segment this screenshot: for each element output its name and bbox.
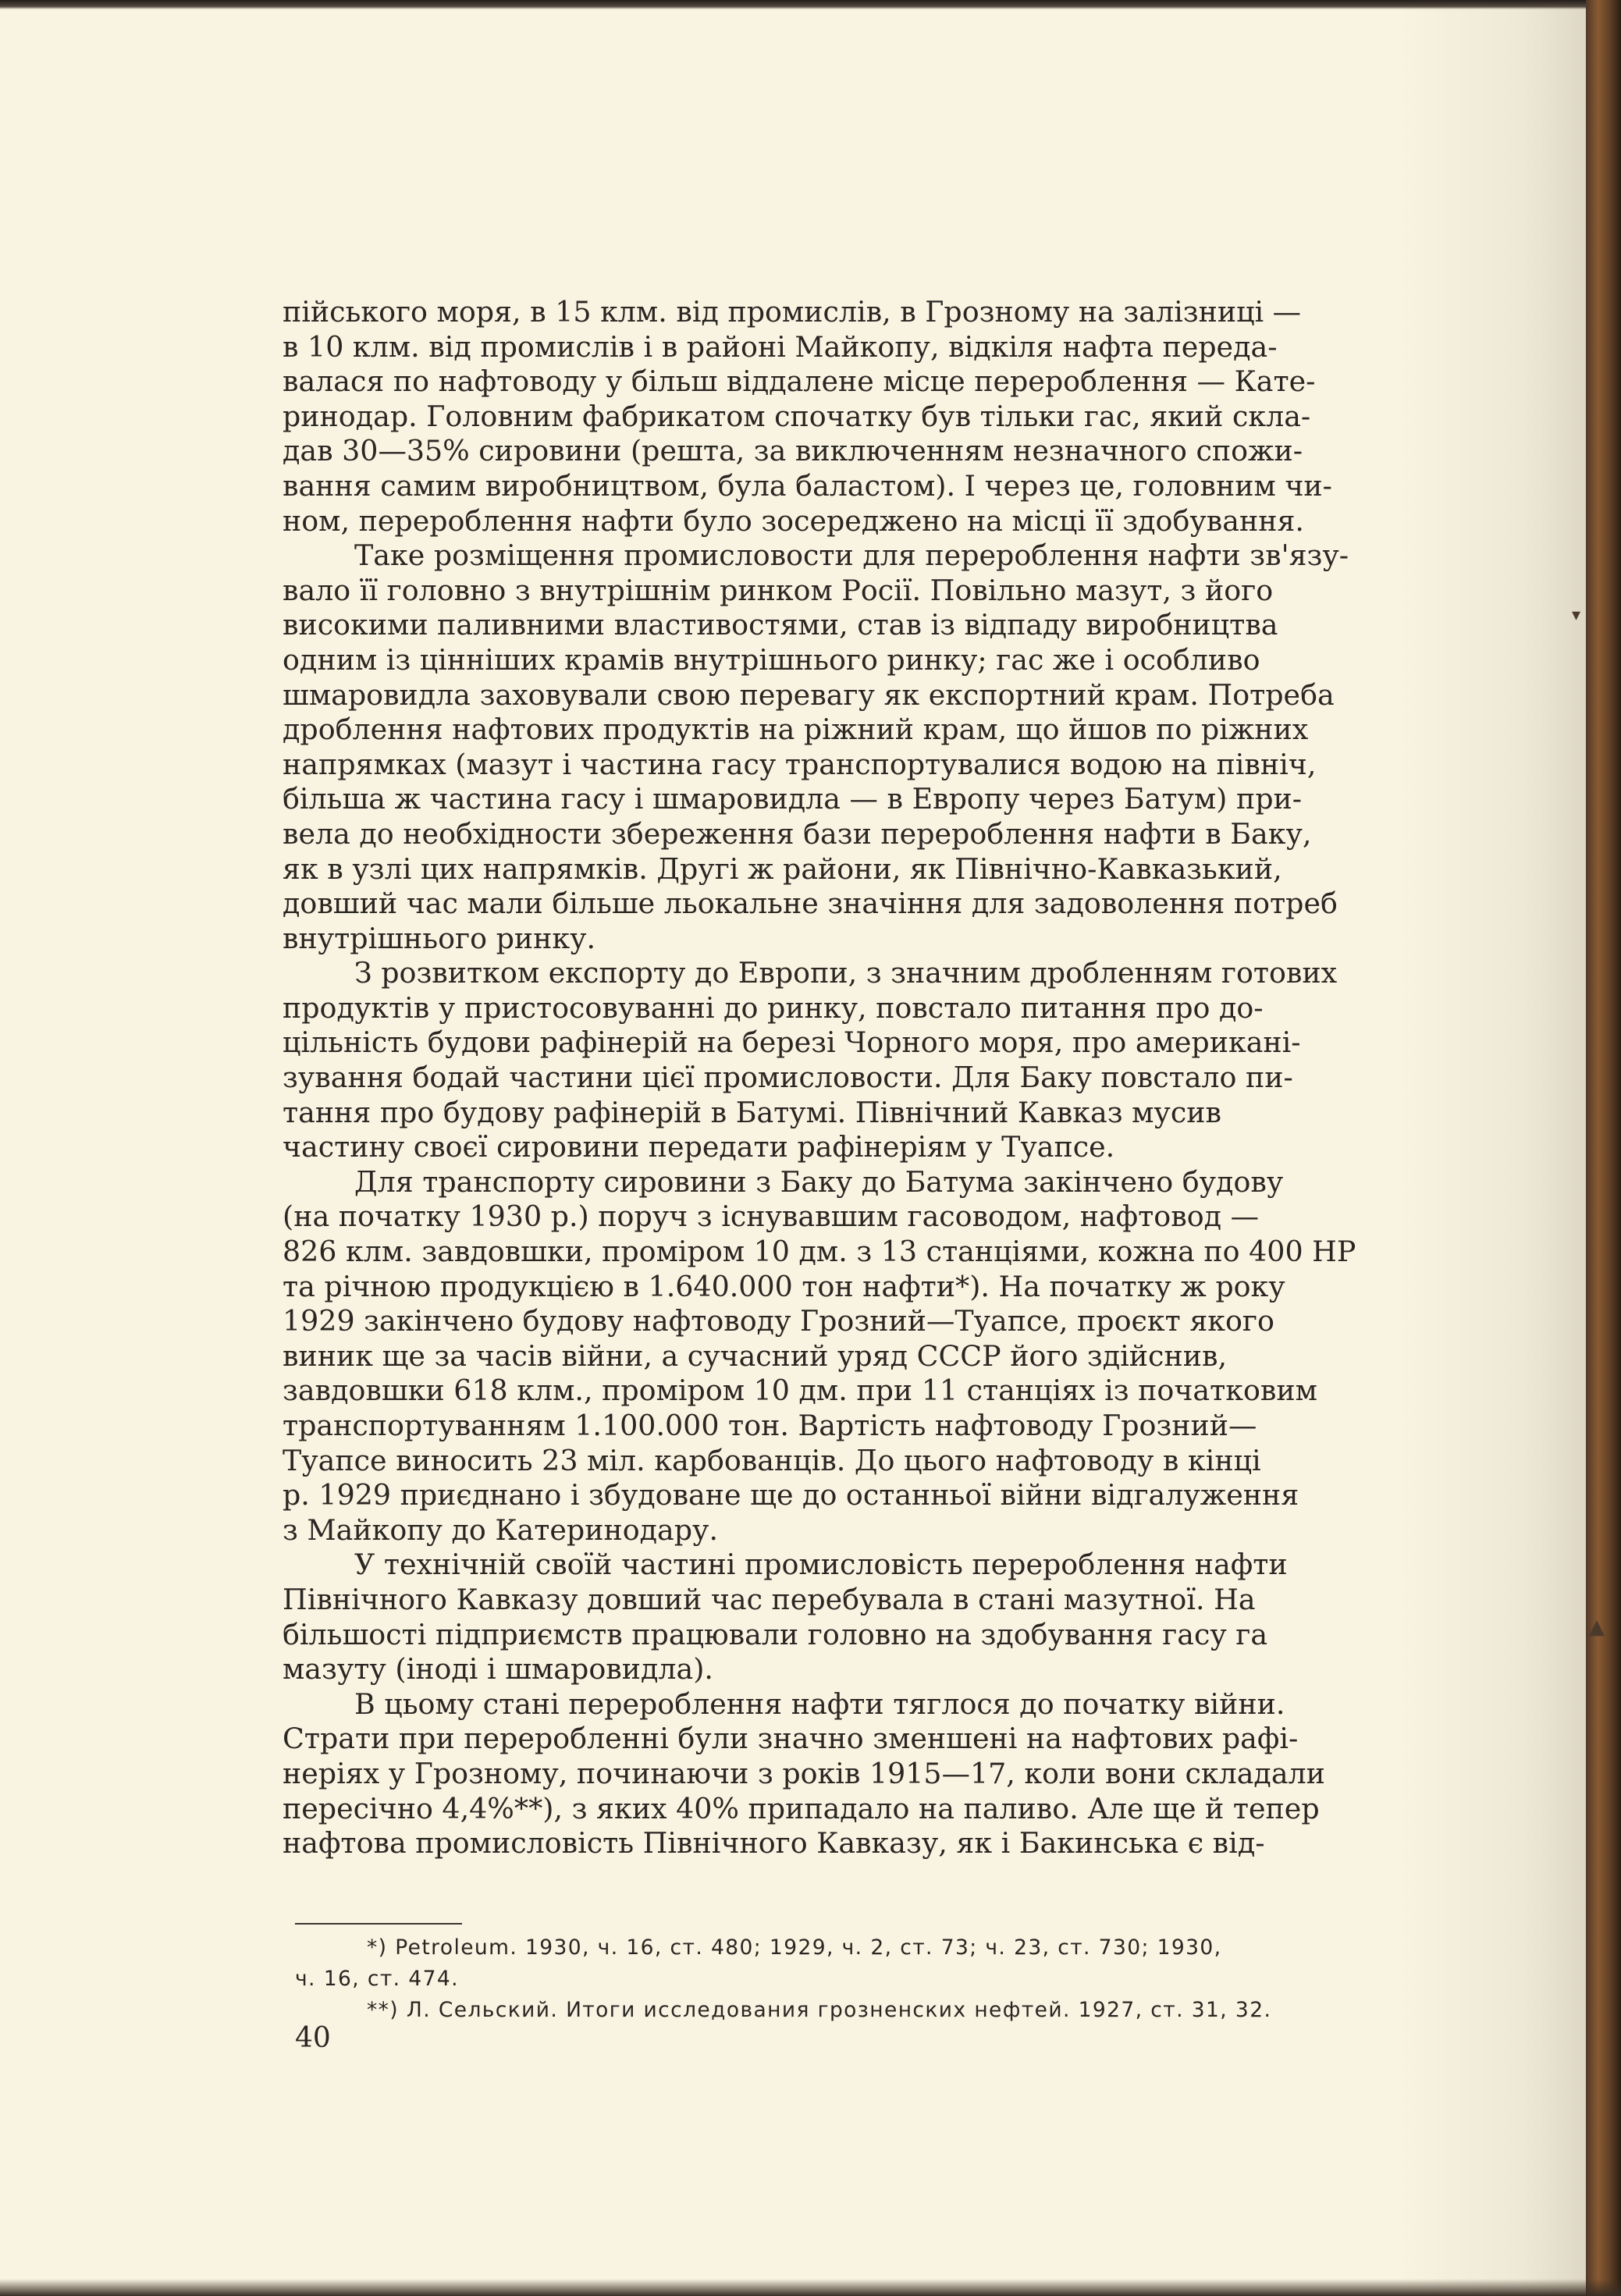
edge-arrow-icon: ▲ <box>1589 1615 1605 1639</box>
footnote-1-continued: ч. 16, ст. 474. <box>295 1967 459 1991</box>
footnote-1: *) Petroleum. 1930, ч. 16, ст. 480; 1929, ч. 2, ст. 73; ч. 23, ст. 730; 1930, <box>367 1935 1222 1960</box>
footnotes <box>295 1932 1385 2026</box>
opening-paragraph: пійського моря, в 15 клм. від промислів, в Грозному на залізниці — в 10 клм. від промислів і в районі Майкопу, відкіля нафта переда- валася по нафтоводу у більш віддалене місце перероблення — Кате- ринодар. Головним фабрикатом спочатку був тільки гас, який скла- дав 30—35% сировини (решта, за виключенням незначного спожи- вання самим виробництвом, була баластом). І через це, головним чи- ном, перероблення нафти було зосереджено на місці її здобування. <box>283 295 1332 538</box>
page-top-edge <box>0 0 1621 9</box>
main-text <box>283 295 1383 1861</box>
paragraph-losses: В цьому стані перероблення нафти тяглося до початку війни. Страти при переробленні були значно зменшені на нафтових рафі- неріях у Грозному, починаючи з років 1915—17, коли вони складали пересічно 4,4%**), з яких 40% припадало на паливо. Але ще й тепер нафтова промисловість Північного Кавказу, як і Бакинська є від- <box>283 1686 1325 1861</box>
paragraph-technical: У технічній своїй частині промисловість перероблення нафти Північного Кавказу довший час перебувала в стані мазутної. На більшості підприємств працювали головно на здобування гасу га мазуту (іноді і шмаровидла). <box>283 1548 1288 1686</box>
paragraph-location: Таке розміщення промисловости для перероблення нафти зв'язу- вало її головно з внутрішнім ринком Росії. Повільно мазут, з його високими паливними властивостями, став із відпаду виробництва одним із цінніших крамів внутрішнього ринку; гас же і особливо шмаровидла заховували свою перевагу як експортний крам. Потреба дроблення нафтових продуктів на ріжний крам, що йшов по ріжних напрямках (мазут і частина гасу транспортувалися водою на північ, більша ж частина гасу і шмаровидла — в Европу через Батум) при- вела до необхідности збереження бази перероблення нафти в Баку, як в узлі цих напрямків. Другі ж райони, як Північно-Кавказький, довший час мали більше льокальне значіння для задоволення потреб внутрішнього ринку. <box>283 538 1349 955</box>
footnote-2: **) Л. Сельский. Итоги исследования грозненских нефтей. 1927, ст. 31, 32. <box>367 1998 1272 2022</box>
book-spine-edge <box>1586 0 1621 2296</box>
page-bottom-edge <box>0 2279 1621 2296</box>
edge-mark-icon: ▾ <box>1572 606 1581 625</box>
page-number: 40 <box>295 2022 331 2054</box>
footnote-divider <box>295 1923 462 1925</box>
paragraph-export: З розвитком експорту до Европи, з значним дробленням готових продуктів у пристосовуванні до ринку, повстало питання про до- цільність будови рафінерій на березі Чорного моря, про американі- зування бодай частини цієї промисловости. Для Баку повстало пи- тання про будову рафінерій в Батумі. Північний Кавказ мусив частину своєї сировини передати рафінеріям у Туапсе. <box>283 956 1338 1164</box>
paragraph-pipelines: Для транспорту сировини з Баку до Батума закінчено будову (на початку 1930 р.) поруч з існувавшим гасоводом, нафтовод — 826 клм. завдовшки, проміром 10 дм. з 13 станціями, кожна по 400 HP та річною продукцією в 1.640.000 тон нафти*). На початку ж року 1929 закінчено будову нафтоводу Грозний—Туапсе, проєкт якого виник ще за часів війни, а сучасний уряд СССР його здійснив, завдовшки 618 клм., проміром 10 дм. при 11 станціях із початковим транспортуванням 1.100.000 тон. Вартість нафтоводу Грозний— Туапсе виносить 23 міл. карбованців. До цього нафтоводу в кінці р. 1929 приєднано і збудоване ще до останньої війни відгалуження з Майкопу до Катеринодару. <box>283 1164 1356 1547</box>
